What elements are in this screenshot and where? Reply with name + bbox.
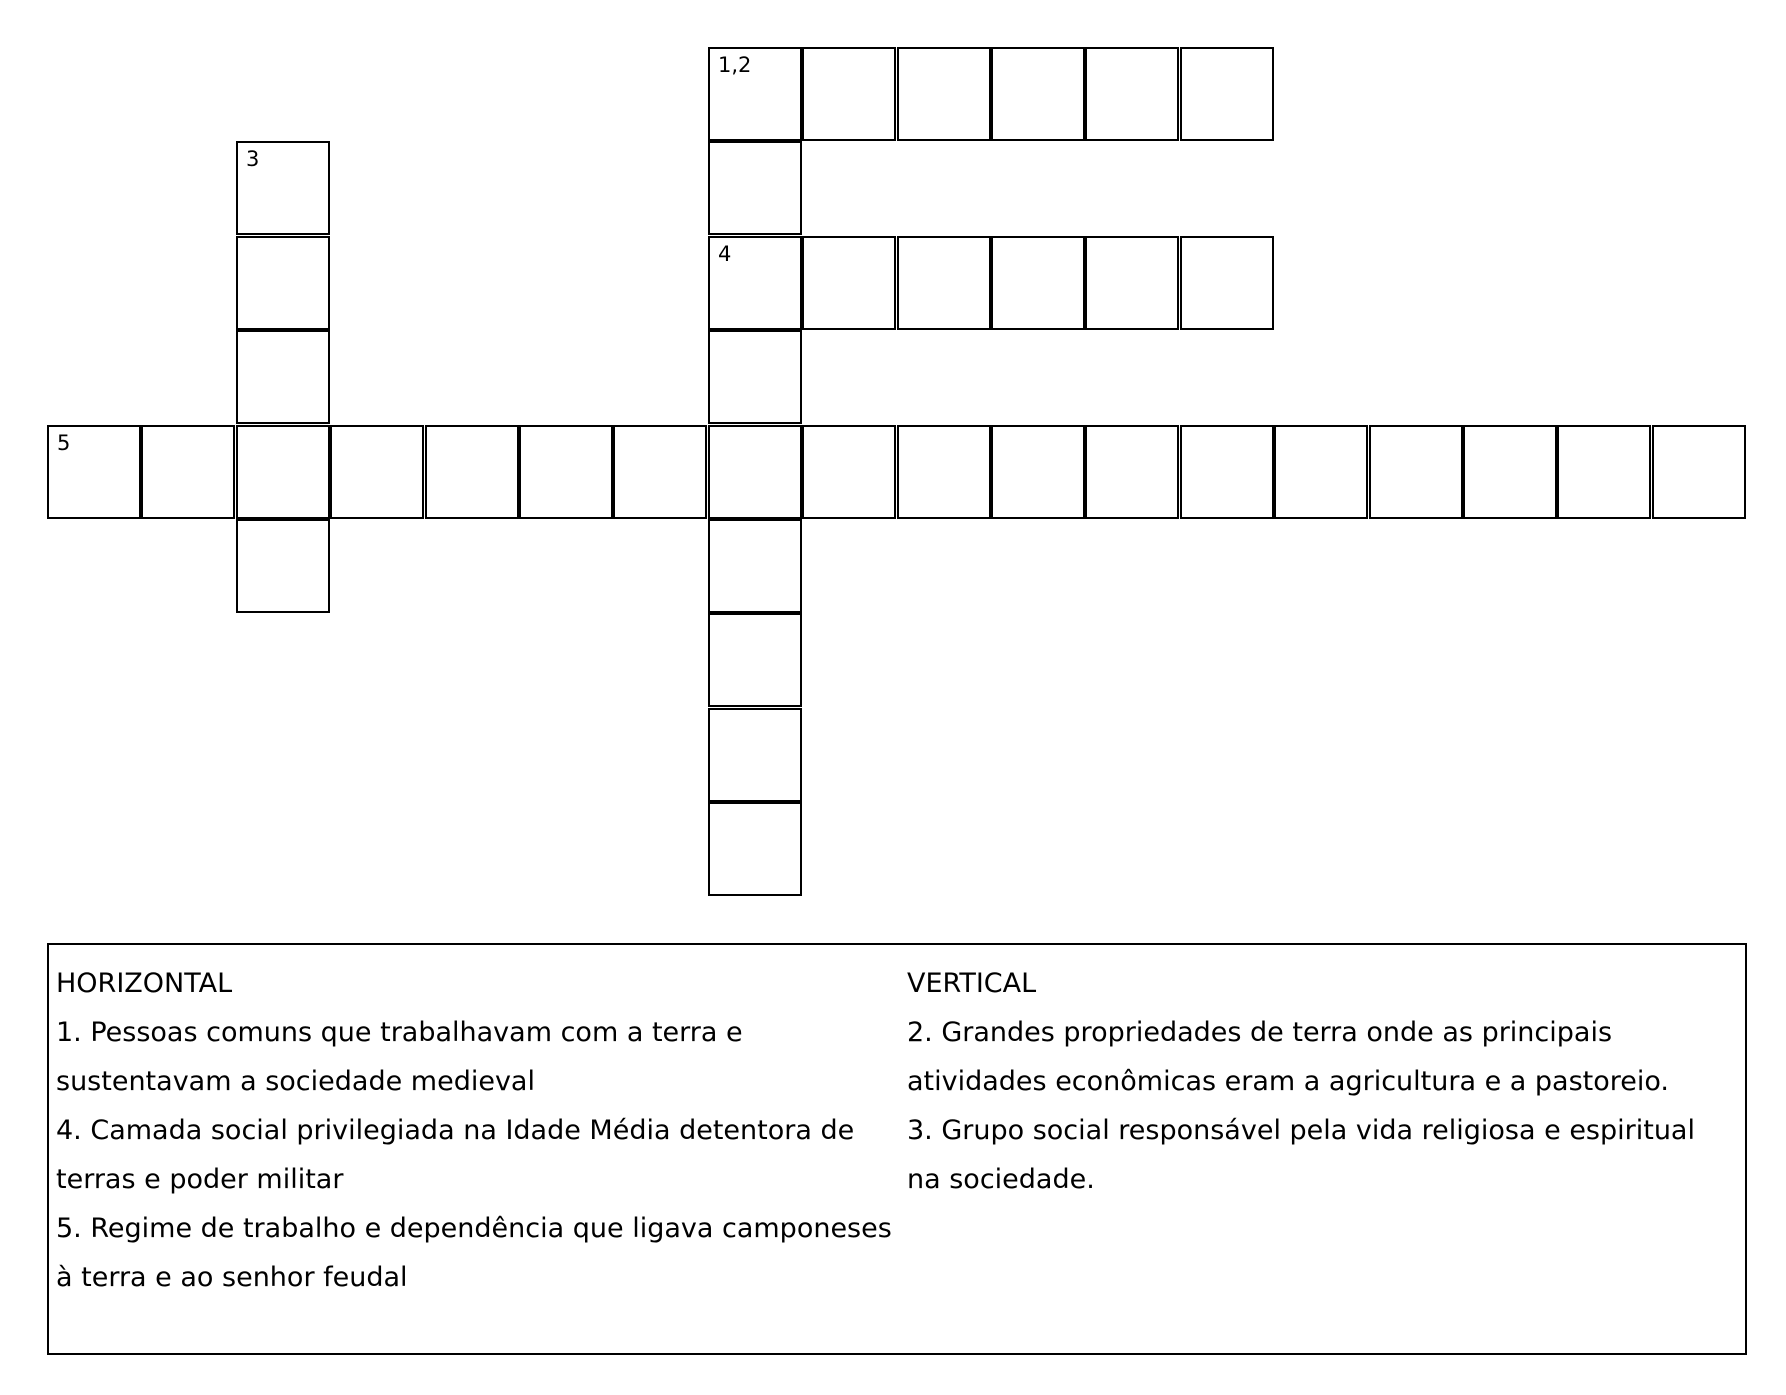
grid-cell[interactable] — [330, 425, 424, 519]
grid-cell[interactable] — [991, 425, 1085, 519]
grid-cell[interactable] — [708, 802, 802, 896]
grid-cell[interactable] — [1557, 425, 1651, 519]
clue-horizontal-1: 1. Pessoas comuns que trabalhavam com a terra e sustentavam a sociedade medieval — [56, 1017, 743, 1097]
grid-cell[interactable] — [802, 425, 896, 519]
grid-cell[interactable] — [1652, 425, 1746, 519]
grid-cell[interactable] — [425, 425, 519, 519]
clues-box — [47, 943, 1747, 1355]
clue-horizontal-4: 4. Camada social privilegiada na Idade Média detentora de terras e poder militar — [56, 1115, 855, 1195]
vertical-clues — [907, 959, 1737, 1204]
grid-cell[interactable] — [708, 708, 802, 802]
clue-number: 5 — [57, 431, 71, 455]
vertical-heading: VERTICAL — [907, 968, 1037, 999]
grid-cell[interactable] — [897, 425, 991, 519]
grid-cell[interactable] — [236, 330, 330, 424]
clue-number: 3 — [246, 147, 260, 171]
grid-cell[interactable] — [1369, 425, 1463, 519]
grid-cell[interactable] — [708, 425, 802, 519]
grid-cell[interactable] — [141, 425, 235, 519]
grid-cell[interactable] — [236, 236, 330, 330]
grid-cell[interactable] — [802, 47, 896, 141]
grid-cell[interactable] — [236, 425, 330, 519]
clue-number: 1,2 — [718, 53, 752, 77]
grid-cell[interactable] — [613, 425, 707, 519]
grid-cell[interactable] — [1180, 236, 1274, 330]
horizontal-clues — [56, 959, 896, 1302]
clue-vertical-3: 3. Grupo social responsável pela vida religiosa e espiritual na sociedade. — [907, 1115, 1695, 1195]
grid-cell[interactable] — [708, 47, 802, 141]
grid-cell[interactable] — [1180, 425, 1274, 519]
grid-cell[interactable] — [236, 519, 330, 613]
grid-cell[interactable] — [47, 425, 141, 519]
grid-cell[interactable] — [708, 330, 802, 424]
grid-cell[interactable] — [1085, 47, 1179, 141]
clue-vertical-2: 2. Grandes propriedades de terra onde as principais atividades econômicas eram a agricultura e a pastoreio. — [907, 1017, 1670, 1097]
grid-cell[interactable] — [1085, 236, 1179, 330]
grid-cell[interactable] — [991, 236, 1085, 330]
grid-cell[interactable] — [708, 236, 802, 330]
grid-cell[interactable] — [1085, 425, 1179, 519]
grid-cell[interactable] — [519, 425, 613, 519]
grid-cell[interactable] — [708, 141, 802, 235]
horizontal-heading: HORIZONTAL — [56, 968, 233, 999]
clue-horizontal-5: 5. Regime de trabalho e dependência que ligava camponeses à terra e ao senhor feudal — [56, 1213, 892, 1293]
grid-cell[interactable] — [708, 519, 802, 613]
grid-cell[interactable] — [897, 47, 991, 141]
grid-cell[interactable] — [802, 236, 896, 330]
grid-cell[interactable] — [1274, 425, 1368, 519]
grid-cell[interactable] — [897, 236, 991, 330]
clue-number: 4 — [718, 242, 732, 266]
grid-cell[interactable] — [708, 613, 802, 707]
grid-cell[interactable] — [236, 141, 330, 235]
grid-cell[interactable] — [1463, 425, 1557, 519]
grid-cell[interactable] — [1180, 47, 1274, 141]
grid-cell[interactable] — [991, 47, 1085, 141]
